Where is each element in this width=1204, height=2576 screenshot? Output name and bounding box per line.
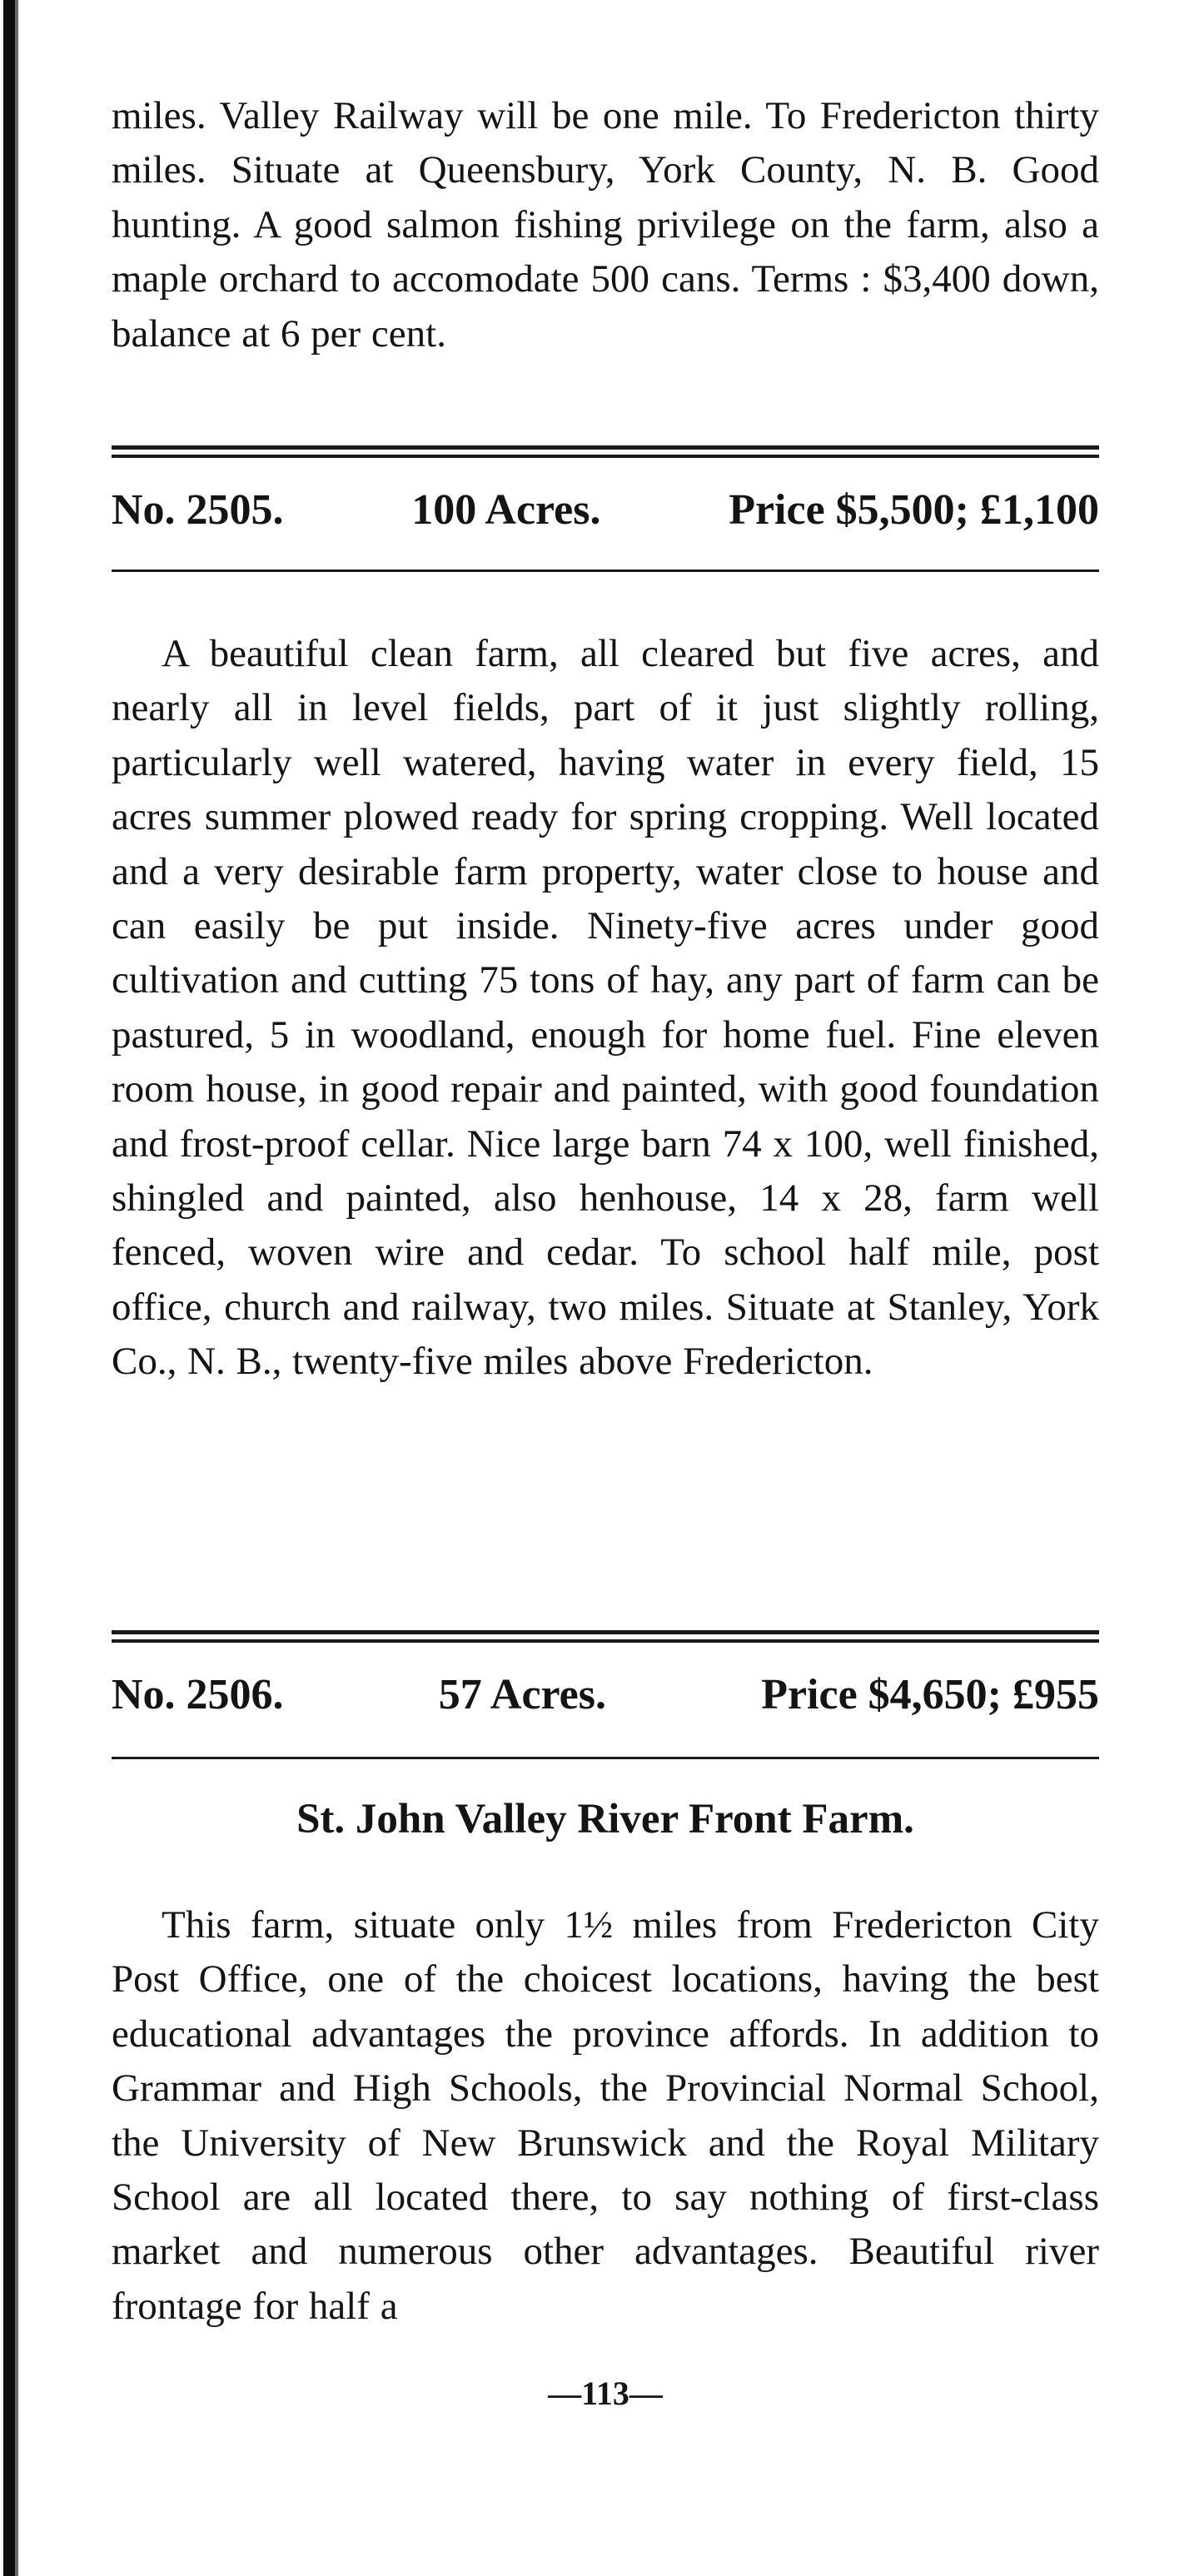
heading-underline [112,569,1099,572]
listing-acres: 57 Acres. [438,1671,606,1718]
listing-price: Price $4,650; £955 [761,1671,1099,1718]
listing-heading-2506 [112,1670,1099,1720]
listing-body-2506: This farm, situate only 1½ miles from Fredericton City Post Office, one of the choicest locations, having the best educational advantages the province affords. In addition to Grammar and High Schools, the Provincial Normal School, the University of New Brunswick and the Royal Military School are all located there, to say nothing of first-class market and numerous other advantages. Beautiful river frontage for half a [112,1903,1099,2328]
page-number: —113— [548,2375,663,2412]
listing-subtitle-2506: St. John Valley River Front Farm. [296,1796,914,1842]
section-divider-double [112,445,1099,460]
heading-underline [112,1757,1099,1759]
listing-number: No. 2506. [112,1671,284,1718]
listing-acres: 100 Acres. [411,486,601,534]
book-spine-edge [3,0,15,2576]
section-divider-double [112,1630,1099,1645]
listing-number: No. 2505. [112,486,284,534]
listing-price: Price $5,500; £1,100 [729,486,1099,534]
listing-heading-2505 [112,485,1099,535]
intro-paragraph: miles. Valley Railway will be one mile. To Fredericton thirty miles. Situate at Queensbury, York County, N. B. Good hunting. A good salmon fishing privilege on the farm, also a maple orchard to accomodate 500 cans. Terms : $3,400 down, balance at 6 per cent. [112,94,1099,356]
listing-body-2505: A beautiful clean farm, all cleared but five acres, and nearly all in level fields, part of it just slightly rolling, particularly well watered, having water in every field, 15 acres summer plowed ready for spring cropping. Well located and a very desirable farm property, water close to house and can easily be put inside. Ninety-five acres under good cultivation and cutting 75 tons of hay, any part of farm can be pastured, 5 in woodland, enough for home fuel. Fine eleven room house, in good repair and painted, with good foundation and frost-proof cellar. Nice large barn 74 x 100, well finished, shingled and painted, also henhouse, 14 x 28, farm well fenced, woven wire and cedar. To school half mile, post office, church and railway, two miles. Situate at Stanley, York Co., N. B., twenty-five miles above Fredericton. [112,632,1099,1384]
